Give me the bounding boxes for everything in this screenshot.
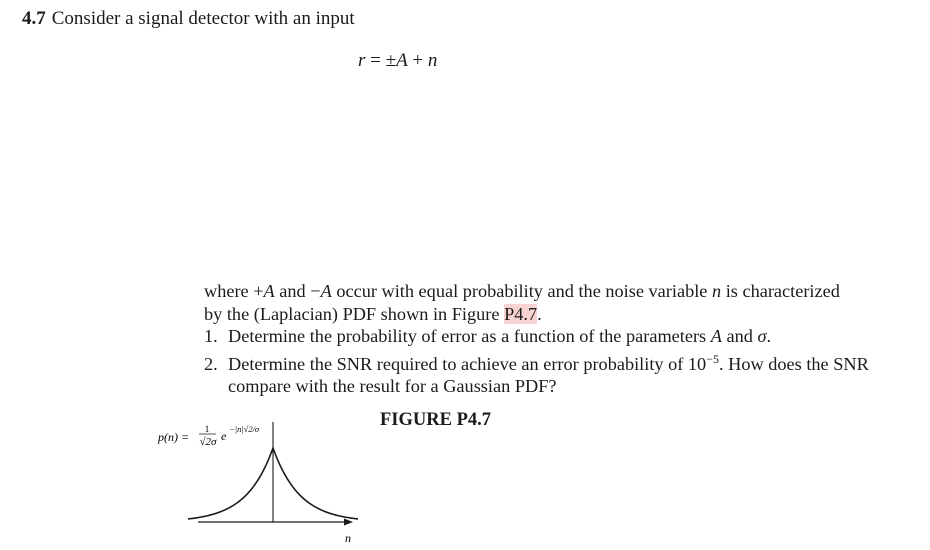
equation-noise: n xyxy=(427,50,438,71)
figure-reference-highlight: P4.7 xyxy=(504,303,538,324)
body-line-1 xyxy=(204,280,919,303)
list-text: . How does the SNR xyxy=(718,353,869,374)
signal-equation xyxy=(358,50,437,72)
list-var-sigma: σ xyxy=(757,326,767,347)
equation-signal: A xyxy=(396,50,408,71)
body-var-n: n xyxy=(711,281,722,301)
equation-pm: ± xyxy=(385,50,397,71)
list-var-a: A xyxy=(710,326,722,347)
equation-lhs: r xyxy=(358,50,366,71)
figure-caption: FIGURE P4.7 xyxy=(380,410,491,430)
equation-equals: = xyxy=(365,50,386,71)
list-item-2 xyxy=(204,348,919,376)
pdf-formula-lhs: p(n) = xyxy=(158,430,190,444)
body-text-fragment: and − xyxy=(274,281,321,301)
body-line-2 xyxy=(204,303,919,326)
pdf-fraction-denominator: √2σ xyxy=(199,436,217,448)
list-number: 1. xyxy=(204,326,218,347)
list-exponent: −5 xyxy=(706,351,719,366)
list-item-1 xyxy=(204,325,919,348)
body-text-fragment: is characterized xyxy=(721,281,840,301)
body-text-fragment: where + xyxy=(204,281,264,301)
body-var-a: A xyxy=(320,281,332,301)
body-text-fragment: occur with equal probability and the noise variable xyxy=(331,281,712,301)
list-text: Determine the probability of error as a function of the parameters xyxy=(228,326,711,347)
problem-number: 4.7 xyxy=(22,8,46,29)
list-item-2-continuation: compare with the result for a Gaussian PDF? xyxy=(228,376,557,397)
body-text-fragment: . xyxy=(537,303,542,324)
laplacian-pdf-figure xyxy=(150,410,380,550)
axis-arrowhead-icon xyxy=(344,519,353,526)
list-text: Determine the SNR required to achieve an error probability of 10 xyxy=(228,353,707,374)
pdf-fraction-numerator: 1 xyxy=(204,424,210,434)
pdf-exponent: −|n|√2/σ xyxy=(229,424,260,434)
equation-plus: + xyxy=(407,50,428,71)
pdf-axis-label: n xyxy=(345,531,351,545)
problem-heading xyxy=(22,8,355,30)
list-text: and xyxy=(721,326,758,347)
list-text: . xyxy=(766,326,772,347)
list-number: 2. xyxy=(204,353,218,374)
problem-body xyxy=(204,280,919,398)
pdf-exp-base: e xyxy=(221,429,227,443)
problem-heading-text: Consider a signal detector with an input xyxy=(51,8,355,29)
body-var-a: A xyxy=(263,281,275,301)
body-text-fragment: by the (Laplacian) PDF shown in Figure xyxy=(204,303,505,324)
